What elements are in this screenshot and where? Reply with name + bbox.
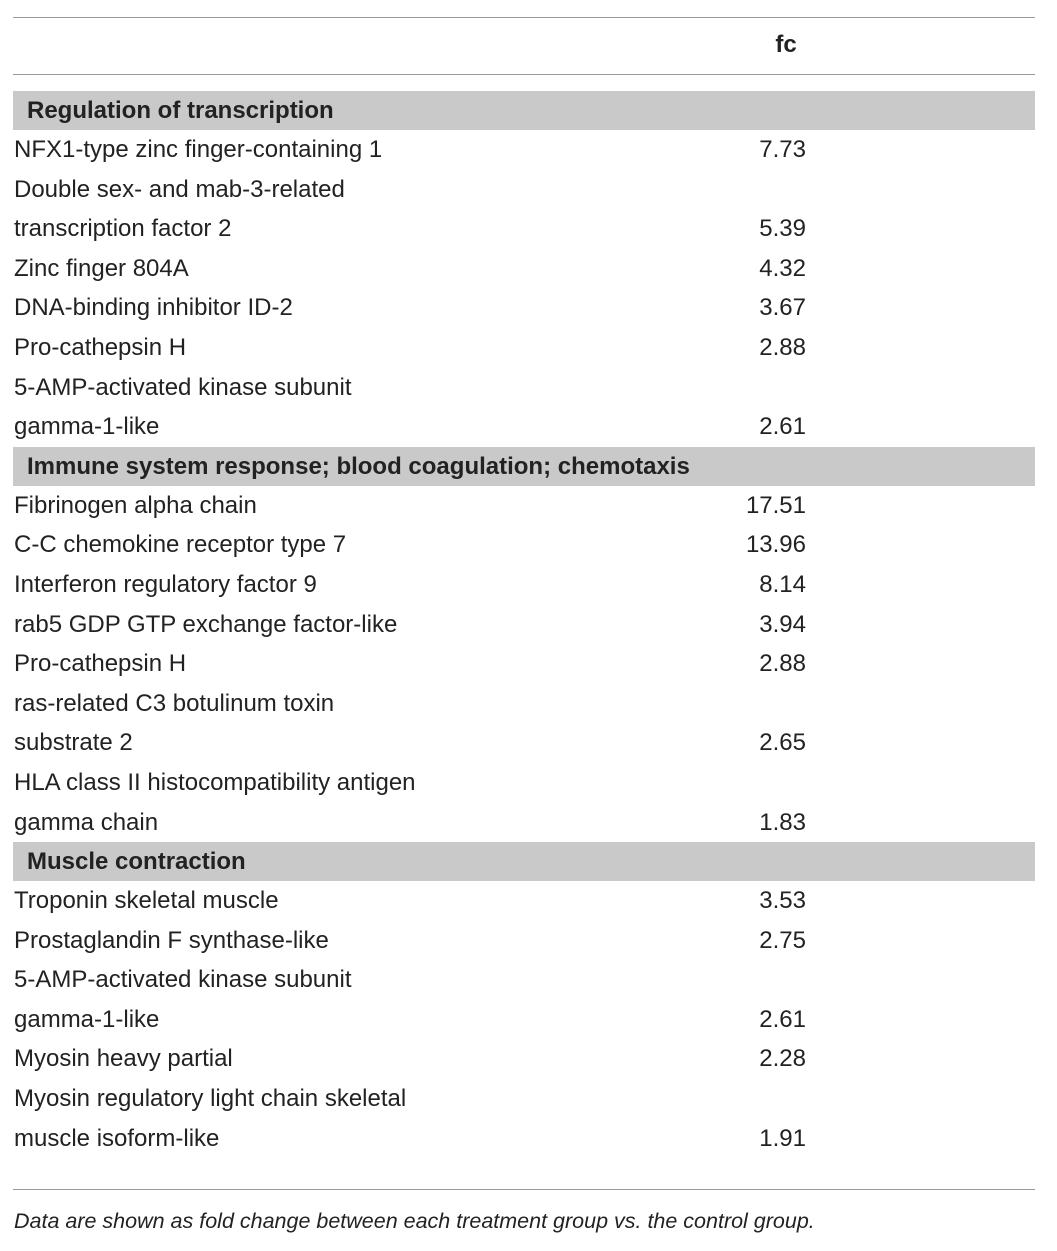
protein-name: Prostaglandin F synthase-like: [14, 926, 329, 954]
protein-name: C-C chemokine receptor type 7: [14, 531, 347, 559]
protein-name: gamma-1-like: [14, 1005, 160, 1033]
protein-name: 5-AMP-activated kinase subunit: [14, 966, 352, 994]
protein-name: Pro-cathepsin H: [14, 333, 187, 361]
protein-name: Troponin skeletal muscle: [14, 887, 279, 915]
table-row: [13, 565, 1035, 605]
table-row: [13, 960, 1035, 1039]
table-row: [13, 684, 1035, 763]
fold-change-value: 1.91: [759, 1124, 806, 1152]
protein-name: gamma chain: [14, 808, 159, 836]
fold-change-value: 5.39: [759, 215, 806, 243]
table-bottom-rule: [13, 1189, 1035, 1190]
fold-change-value: 13.96: [745, 531, 806, 559]
fold-change-value: 3.67: [759, 294, 806, 322]
protein-name: Pro-cathepsin H: [14, 650, 187, 678]
protein-name: muscle isoform-like: [14, 1124, 220, 1152]
protein-name: transcription factor 2: [14, 215, 232, 243]
fold-change-value: 1.83: [759, 808, 806, 836]
fold-change-value: 3.94: [759, 610, 806, 638]
table-row: [13, 249, 1035, 289]
fold-change-value: 17.51: [745, 491, 806, 519]
table-row: [13, 763, 1035, 842]
table-row: [13, 486, 1035, 526]
table-row: [13, 288, 1035, 328]
section-header: Immune system response; blood coagulation; chemotaxis: [13, 447, 1035, 486]
table-row: [13, 170, 1035, 249]
fold-change-value: 2.61: [759, 413, 806, 441]
fold-change-value: 8.14: [759, 570, 806, 598]
protein-name: HLA class II histocompatibility antigen: [14, 768, 416, 796]
fold-change-value: 2.88: [759, 333, 806, 361]
section-header: Regulation of transcription: [13, 91, 1035, 130]
protein-name: Fibrinogen alpha chain: [14, 491, 257, 519]
table-footnote: Data are shown as fold change between each treatment group vs. the control group.: [14, 1209, 815, 1233]
protein-name: Zinc finger 804A: [14, 254, 189, 282]
protein-name: 5-AMP-activated kinase subunit: [14, 373, 352, 401]
protein-name: Myosin regulatory light chain skeletal: [14, 1085, 407, 1113]
table-row: [13, 605, 1035, 645]
table-row: [13, 921, 1035, 961]
table-row: [13, 881, 1035, 921]
fold-change-value: 4.32: [759, 254, 806, 282]
header-bottom-rule: [13, 74, 1035, 75]
protein-name: Myosin heavy partial: [14, 1045, 233, 1073]
fold-change-value: 2.61: [759, 1005, 806, 1033]
protein-name: NFX1-type zinc finger-containing 1: [14, 136, 383, 163]
fold-change-value: 2.28: [759, 1045, 806, 1073]
column-header-fc: fc: [775, 31, 797, 58]
protein-name: Double sex- and mab-3-related: [14, 175, 345, 203]
fold-change-value: 2.88: [759, 650, 806, 678]
table-body: [13, 91, 1035, 1158]
protein-name: gamma-1-like: [14, 413, 160, 441]
table-row: [13, 525, 1035, 565]
table-top-rule: [13, 17, 1035, 18]
fold-change-value: 2.75: [759, 926, 806, 954]
table-row: [13, 644, 1035, 684]
protein-name: ras-related C3 botulinum toxin: [14, 689, 335, 717]
fold-change-value: 7.73: [759, 136, 806, 163]
fold-change-value: 2.65: [759, 729, 806, 757]
table-row: [13, 130, 1035, 170]
table-row: [13, 368, 1035, 447]
section-header: Muscle contraction: [13, 842, 1035, 881]
protein-name: Interferon regulatory factor 9: [14, 570, 317, 598]
fold-change-value: 3.53: [759, 887, 806, 915]
protein-name: substrate 2: [14, 729, 133, 757]
table-row: [13, 328, 1035, 368]
protein-name: rab5 GDP GTP exchange factor-like: [14, 610, 398, 638]
table-row: [13, 1039, 1035, 1079]
protein-name: DNA-binding inhibitor ID-2: [14, 294, 293, 322]
table-row: [13, 1079, 1035, 1158]
